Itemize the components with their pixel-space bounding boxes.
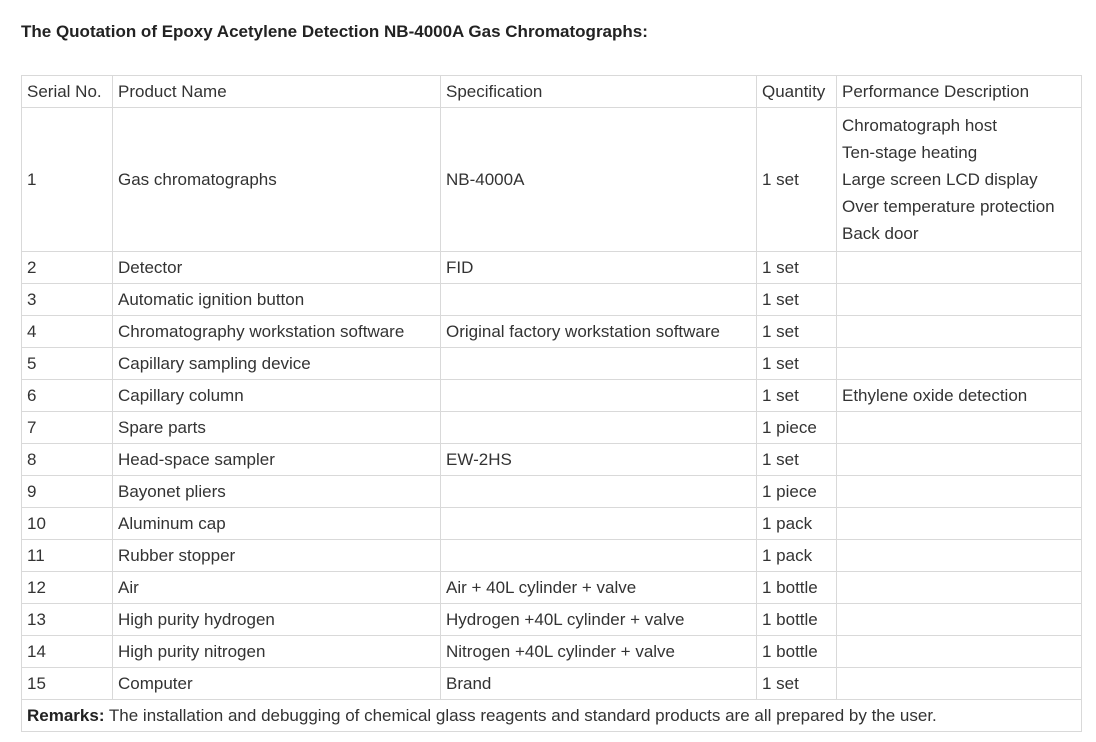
cell-serial-no: 10 — [22, 508, 113, 540]
table-row — [22, 252, 1082, 284]
table-row — [22, 412, 1082, 444]
header-performance-description: Performance Description — [837, 76, 1082, 108]
performance-line: Back door — [842, 224, 919, 243]
cell-product-name: Capillary sampling device — [113, 348, 441, 380]
table-row — [22, 380, 1082, 412]
table-row — [22, 284, 1082, 316]
performance-line: Chromatograph host — [842, 116, 997, 135]
cell-serial-no: 14 — [22, 636, 113, 668]
cell-performance-description — [837, 316, 1082, 348]
cell-serial-no: 3 — [22, 284, 113, 316]
table-row — [22, 540, 1082, 572]
table-row — [22, 572, 1082, 604]
cell-performance-description — [837, 412, 1082, 444]
cell-specification: Original factory workstation software — [441, 316, 757, 348]
cell-quantity: 1 set — [757, 380, 837, 412]
header-serial-no: Serial No. — [22, 76, 113, 108]
performance-line: Ten-stage heating — [842, 143, 978, 162]
cell-product-name: Chromatography workstation software — [113, 316, 441, 348]
page-title: The Quotation of Epoxy Acetylene Detection NB-4000A Gas Chromatographs: — [21, 22, 648, 41]
cell-performance-description — [837, 508, 1082, 540]
cell-serial-no: 2 — [22, 252, 113, 284]
cell-serial-no: 1 — [22, 108, 113, 252]
quotation-table — [21, 75, 1082, 732]
cell-serial-no: 6 — [22, 380, 113, 412]
performance-line: Large screen LCD display — [842, 170, 1038, 189]
cell-specification — [441, 284, 757, 316]
cell-specification — [441, 540, 757, 572]
header-product-name: Product Name — [113, 76, 441, 108]
cell-performance-description: Ethylene oxide detection — [837, 380, 1082, 412]
table-row — [22, 476, 1082, 508]
table-row — [22, 636, 1082, 668]
remarks-text: The installation and debugging of chemical glass reagents and standard products are all prepared by the user. — [104, 706, 937, 725]
cell-product-name: Head-space sampler — [113, 444, 441, 476]
remarks-row — [22, 700, 1082, 732]
cell-specification: NB-4000A — [441, 108, 757, 252]
table-row — [22, 108, 1082, 252]
cell-specification: Nitrogen +40L cylinder + valve — [441, 636, 757, 668]
cell-product-name: Aluminum cap — [113, 508, 441, 540]
cell-quantity: 1 bottle — [757, 572, 837, 604]
cell-specification: FID — [441, 252, 757, 284]
cell-product-name: High purity nitrogen — [113, 636, 441, 668]
cell-performance-description — [837, 284, 1082, 316]
cell-specification — [441, 508, 757, 540]
table-row — [22, 348, 1082, 380]
cell-serial-no: 9 — [22, 476, 113, 508]
cell-serial-no: 15 — [22, 668, 113, 700]
table-row — [22, 604, 1082, 636]
cell-specification: EW-2HS — [441, 444, 757, 476]
cell-performance-description — [837, 668, 1082, 700]
cell-quantity: 1 set — [757, 316, 837, 348]
table-row — [22, 508, 1082, 540]
cell-product-name: Rubber stopper — [113, 540, 441, 572]
cell-performance-description — [837, 604, 1082, 636]
table-row — [22, 444, 1082, 476]
table-header-row — [22, 76, 1082, 108]
cell-product-name: Air — [113, 572, 441, 604]
cell-serial-no: 11 — [22, 540, 113, 572]
cell-product-name: Computer — [113, 668, 441, 700]
cell-quantity: 1 set — [757, 284, 837, 316]
performance-line: Over temperature protection — [842, 197, 1055, 216]
cell-serial-no: 4 — [22, 316, 113, 348]
cell-serial-no: 13 — [22, 604, 113, 636]
cell-performance-description — [837, 108, 1082, 252]
cell-product-name: Bayonet pliers — [113, 476, 441, 508]
cell-specification — [441, 412, 757, 444]
cell-quantity: 1 set — [757, 444, 837, 476]
cell-serial-no: 7 — [22, 412, 113, 444]
cell-performance-description — [837, 540, 1082, 572]
cell-product-name: Capillary column — [113, 380, 441, 412]
cell-serial-no: 5 — [22, 348, 113, 380]
cell-quantity: 1 pack — [757, 508, 837, 540]
table-row — [22, 316, 1082, 348]
cell-performance-description — [837, 572, 1082, 604]
cell-performance-description — [837, 444, 1082, 476]
cell-quantity: 1 pack — [757, 540, 837, 572]
cell-product-name: Detector — [113, 252, 441, 284]
cell-performance-description — [837, 252, 1082, 284]
cell-performance-description — [837, 348, 1082, 380]
cell-quantity: 1 set — [757, 108, 837, 252]
table-row — [22, 668, 1082, 700]
header-specification: Specification — [441, 76, 757, 108]
header-quantity: Quantity — [757, 76, 837, 108]
cell-quantity: 1 piece — [757, 412, 837, 444]
cell-quantity: 1 set — [757, 252, 837, 284]
cell-specification — [441, 380, 757, 412]
cell-serial-no: 12 — [22, 572, 113, 604]
cell-specification: Brand — [441, 668, 757, 700]
remarks-cell — [22, 700, 1082, 732]
cell-quantity: 1 piece — [757, 476, 837, 508]
cell-quantity: 1 bottle — [757, 604, 837, 636]
cell-serial-no: 8 — [22, 444, 113, 476]
cell-product-name: Automatic ignition button — [113, 284, 441, 316]
cell-specification — [441, 348, 757, 380]
cell-quantity: 1 set — [757, 668, 837, 700]
cell-performance-description — [837, 636, 1082, 668]
cell-quantity: 1 bottle — [757, 636, 837, 668]
cell-product-name: High purity hydrogen — [113, 604, 441, 636]
remarks-label: Remarks: — [27, 706, 105, 725]
cell-specification — [441, 476, 757, 508]
cell-product-name: Gas chromatographs — [113, 108, 441, 252]
cell-specification: Air + 40L cylinder + valve — [441, 572, 757, 604]
cell-product-name: Spare parts — [113, 412, 441, 444]
cell-quantity: 1 set — [757, 348, 837, 380]
cell-specification: Hydrogen +40L cylinder + valve — [441, 604, 757, 636]
cell-performance-description — [837, 476, 1082, 508]
